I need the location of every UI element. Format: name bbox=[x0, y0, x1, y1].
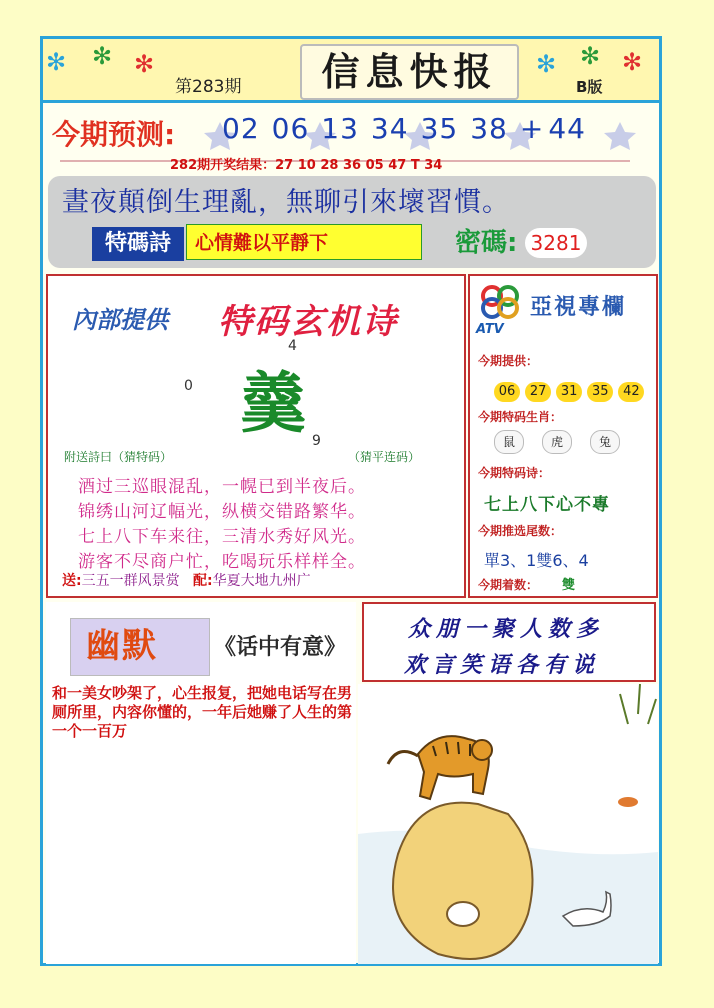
number-ball: 27 bbox=[525, 382, 551, 402]
tiger-rabbit-illustration bbox=[358, 684, 658, 964]
tm-poem-text: 心情難以平靜下 bbox=[186, 224, 422, 260]
edition-label: B版 bbox=[576, 78, 603, 96]
prediction-number: 06 bbox=[271, 112, 310, 145]
atv-brand: ATV bbox=[476, 322, 504, 337]
poem-line: 七上八下车来往，三清水秀好风光。 bbox=[78, 527, 366, 547]
issue-number: 第283期 bbox=[175, 77, 242, 97]
tm-poem-label-2: 今期特码诗： bbox=[478, 466, 551, 480]
pair-text: 华夏大地九州广 bbox=[212, 573, 311, 589]
provide-label: 今期提供： bbox=[478, 354, 539, 368]
flower-icon: ✻ bbox=[46, 48, 67, 76]
send-label: 送: bbox=[62, 573, 82, 589]
poem-line: 酒过三巡眼混乱，一幌已到半夜后。 bbox=[78, 477, 366, 497]
code-label: 密碼: bbox=[455, 228, 518, 258]
prediction-number: 35 bbox=[420, 112, 459, 145]
column-title: 亞視專欄 bbox=[530, 295, 627, 320]
banner-poem: 晝夜顛倒生理亂，無聊引來壞習慣。 bbox=[62, 187, 510, 218]
number-ball: 42 bbox=[618, 382, 644, 402]
odd-value: 雙 bbox=[562, 578, 576, 593]
number-ball: 06 bbox=[494, 382, 520, 402]
flower-icon: ✻ bbox=[622, 48, 643, 76]
prediction-label: 今期预测: bbox=[52, 118, 176, 151]
flower-icon: ✻ bbox=[134, 50, 155, 78]
riddle-glyph: 羹 bbox=[240, 365, 306, 442]
humor-subtitle: 《话中有意》 bbox=[214, 635, 347, 660]
last-result: 282期开奖结果：27 10 28 36 05 47 T 34 bbox=[170, 158, 443, 173]
provider-label: 內部提供 bbox=[72, 306, 168, 334]
zodiac-item: 虎 bbox=[542, 430, 572, 454]
special-number: 44 bbox=[548, 112, 586, 145]
tm-poem-2: 七上八下心不專 bbox=[484, 495, 610, 515]
number-ball: 35 bbox=[587, 382, 613, 402]
quote-line: 欢言笑语各有说 bbox=[404, 653, 601, 678]
flower-icon: ✻ bbox=[92, 42, 113, 70]
send-text: 三五一群风景赏 bbox=[81, 573, 180, 589]
riddle-number: 0 bbox=[184, 378, 193, 394]
joke-text: 和一美女吵架了，心生报复，把她电话写在男厕所里，内容你懂的，一年后她赚了人生的第一个一百万 bbox=[52, 684, 353, 740]
zodiac-label: 今期特码生肖： bbox=[478, 410, 563, 424]
code-value: 3281 bbox=[525, 228, 587, 258]
flower-icon: ✻ bbox=[580, 42, 601, 70]
number-balls bbox=[494, 380, 644, 402]
zodiac-item: 兔 bbox=[590, 430, 620, 454]
quote-line: 众朋一聚人数多 bbox=[408, 617, 605, 642]
tm-poem-label: 特碼詩 bbox=[92, 227, 184, 261]
prediction-number: 38 bbox=[470, 112, 508, 145]
plus-sign: + bbox=[519, 112, 545, 145]
riddle-number: 4 bbox=[288, 338, 297, 354]
prediction-numbers bbox=[222, 112, 598, 145]
humor-badge: 幽默 bbox=[86, 626, 158, 666]
page-title: 信息快报 bbox=[300, 44, 519, 100]
note-left: 附送詩曰（猜特码） bbox=[64, 450, 173, 464]
prediction-number: 34 bbox=[370, 112, 409, 145]
note-right: （猜平连码） bbox=[348, 450, 421, 464]
pair-label: 配: bbox=[192, 573, 213, 589]
riddle-title: 特码玄机诗 bbox=[218, 302, 398, 342]
prediction-number: 02 bbox=[222, 112, 260, 145]
zodiac-list bbox=[494, 430, 638, 454]
flower-icon: ✻ bbox=[536, 50, 557, 78]
atv-logo-icon bbox=[480, 284, 520, 320]
riddle-number: 9 bbox=[312, 433, 321, 449]
prediction-number: 13 bbox=[321, 112, 359, 145]
poem-line: 锦绣山河辽幅光，纵横交错路繁华。 bbox=[78, 502, 366, 522]
tail-label: 今期推选尾数： bbox=[478, 524, 563, 538]
tail-value: 單3、1雙6、4 bbox=[484, 551, 589, 570]
send-line bbox=[62, 570, 311, 590]
poem-line: 游客不尽商户忙，吃喝玩乐样样全。 bbox=[78, 552, 366, 572]
number-ball: 31 bbox=[556, 382, 582, 402]
odd-label: 今期着数： bbox=[478, 578, 539, 592]
zodiac-item: 鼠 bbox=[494, 430, 524, 454]
